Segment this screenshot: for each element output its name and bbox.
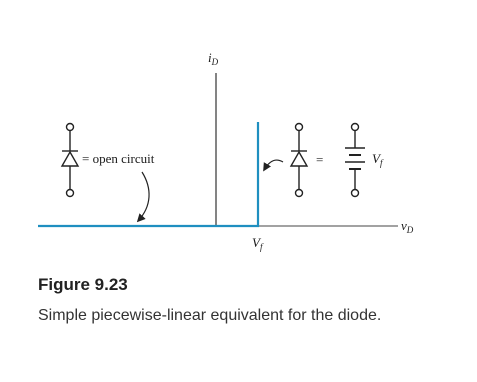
- terminal-top: [352, 124, 359, 131]
- forward-diode-symbol: [291, 124, 307, 197]
- figure-caption: Simple piecewise-linear equivalent for the diode.: [38, 307, 382, 324]
- vf-tick-label: $V_f$: [252, 235, 263, 252]
- figure-number: Figure 9.23: [38, 275, 128, 294]
- battery-voltage-label: $V_f$: [372, 151, 383, 168]
- terminal-bottom: [352, 190, 359, 197]
- characteristic-curve: [38, 122, 258, 226]
- equals-sign: =: [316, 152, 324, 167]
- terminal-bottom: [67, 190, 74, 197]
- y-axis-label: $i_D$: [208, 50, 219, 67]
- terminal-top: [296, 124, 303, 131]
- open-circuit-diode-symbol: [62, 124, 78, 197]
- diode-triangle: [291, 152, 307, 166]
- open-circuit-arrow: [138, 172, 149, 221]
- terminal-top: [67, 124, 74, 131]
- x-axis-label: $v_D$: [401, 218, 414, 235]
- open-circuit-label: = open circuit: [82, 151, 155, 166]
- battery-equivalent-arrow: [264, 160, 283, 170]
- battery-symbol: [345, 124, 365, 197]
- diode-triangle: [62, 152, 78, 166]
- terminal-bottom: [296, 190, 303, 197]
